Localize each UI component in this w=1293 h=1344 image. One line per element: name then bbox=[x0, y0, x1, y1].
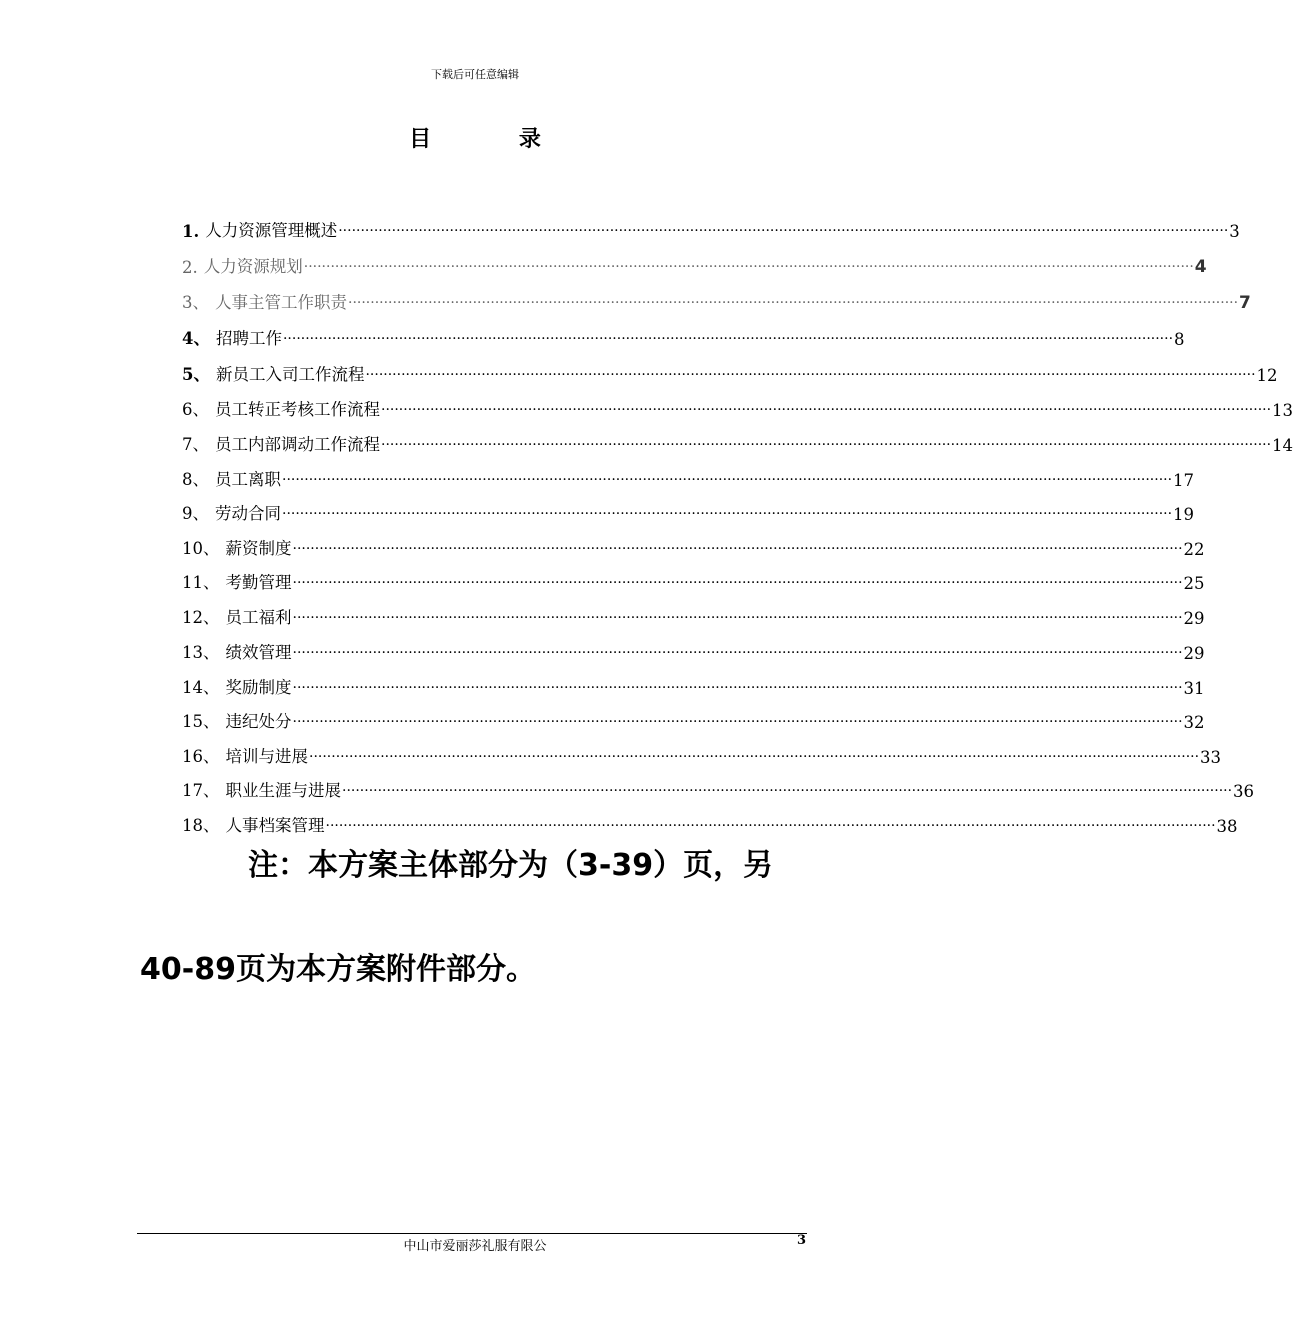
toc-page: 14 bbox=[1272, 436, 1293, 455]
toc-label: 人力资源规划 bbox=[203, 257, 303, 276]
toc-label: 员工内部调动工作流程 bbox=[215, 435, 380, 454]
toc-item[interactable] bbox=[182, 559, 1205, 593]
toc-label: 人力资源管理概述 bbox=[205, 221, 338, 240]
table-of-contents bbox=[182, 205, 1293, 836]
toc-number: 9、 bbox=[182, 504, 209, 523]
toc-page: 33 bbox=[1200, 748, 1222, 767]
toc-leader: ········································································································································································································ bbox=[309, 749, 1200, 765]
toc-number: 7、 bbox=[182, 435, 209, 454]
toc-label: 新员工入司工作流程 bbox=[215, 365, 365, 384]
note-line-1: 注：本方案主体部分为（3-39）页，另 bbox=[248, 848, 774, 883]
toc-item[interactable] bbox=[182, 524, 1205, 559]
toc-page: 17 bbox=[1173, 471, 1195, 490]
note-line-2: 40-89页为本方案附件部分。 bbox=[140, 952, 536, 987]
toc-label: 员工离职 bbox=[215, 470, 281, 489]
toc-item[interactable] bbox=[182, 698, 1205, 732]
toc-page: 36 bbox=[1233, 782, 1255, 801]
toc-label: 员工福利 bbox=[225, 608, 292, 627]
toc-item[interactable] bbox=[182, 241, 1207, 277]
toc-leader: ········································································································································································································ bbox=[381, 402, 1272, 418]
toc-label: 考勤管理 bbox=[225, 573, 292, 592]
toc-leader: ········································································································································································································ bbox=[303, 259, 1194, 275]
toc-leader: ········································································································································································································ bbox=[381, 437, 1272, 453]
toc-page: 4 bbox=[1194, 257, 1207, 277]
toc-label: 培训与进展 bbox=[225, 747, 308, 766]
toc-item[interactable] bbox=[182, 663, 1205, 698]
toc-item[interactable] bbox=[182, 455, 1195, 490]
toc-label: 人事主管工作职责 bbox=[215, 293, 347, 312]
toc-item[interactable] bbox=[182, 420, 1293, 455]
toc-leader: ········································································································································································································ bbox=[348, 295, 1239, 311]
toc-number: 4、 bbox=[182, 329, 210, 348]
toc-leader: ········································································································································································································ bbox=[292, 541, 1183, 557]
toc-number: 11、 bbox=[182, 573, 220, 592]
toc-item[interactable] bbox=[182, 732, 1222, 767]
toc-leader: ········································································································································································································ bbox=[292, 714, 1183, 730]
toc-number: 2. bbox=[182, 258, 198, 277]
toc-item[interactable] bbox=[182, 490, 1195, 524]
toc-item[interactable] bbox=[182, 385, 1293, 420]
toc-number: 14、 bbox=[182, 678, 220, 697]
toc-page: 31 bbox=[1183, 679, 1205, 698]
header-note: 下载后可任意编辑 bbox=[431, 68, 519, 81]
toc-item[interactable] bbox=[182, 277, 1251, 313]
page-title: 目 录 bbox=[409, 127, 581, 152]
toc-page: 22 bbox=[1183, 540, 1205, 559]
toc-page: 19 bbox=[1173, 505, 1195, 524]
toc-label: 招聘工作 bbox=[215, 329, 282, 348]
toc-item[interactable] bbox=[182, 205, 1240, 241]
toc-page: 12 bbox=[1256, 366, 1278, 385]
toc-number: 3、 bbox=[182, 293, 209, 312]
toc-item[interactable] bbox=[182, 628, 1205, 663]
toc-page: 13 bbox=[1272, 401, 1293, 420]
toc-number: 6、 bbox=[182, 400, 209, 419]
toc-page: 29 bbox=[1183, 609, 1205, 628]
toc-label: 奖励制度 bbox=[225, 678, 292, 697]
toc-leader: ········································································································································································································ bbox=[292, 645, 1183, 661]
toc-page: 8 bbox=[1174, 330, 1185, 349]
toc-item[interactable] bbox=[182, 767, 1255, 801]
toc-leader: ········································································································································································································ bbox=[292, 680, 1183, 696]
footer-company: 中山市爱丽莎礼服有限公 bbox=[403, 1239, 547, 1254]
toc-page: 38 bbox=[1216, 817, 1238, 836]
toc-label: 职业生涯与进展 bbox=[225, 781, 341, 800]
toc-number: 18、 bbox=[182, 816, 220, 835]
toc-label: 劳动合同 bbox=[215, 504, 281, 523]
toc-leader: ········································································································································································································ bbox=[282, 331, 1174, 347]
toc-label: 违纪处分 bbox=[225, 712, 292, 731]
toc-number: 16、 bbox=[182, 747, 220, 766]
toc-number: 17、 bbox=[182, 781, 220, 800]
toc-item[interactable] bbox=[182, 801, 1238, 836]
toc-item[interactable] bbox=[182, 313, 1185, 349]
toc-number: 13、 bbox=[182, 643, 220, 662]
toc-number: 12、 bbox=[182, 608, 220, 627]
toc-leader: ········································································································································································································ bbox=[365, 367, 1256, 383]
toc-page: 3 bbox=[1229, 222, 1240, 241]
toc-leader: ········································································································································································································ bbox=[325, 818, 1216, 834]
footer-divider bbox=[137, 1233, 807, 1234]
toc-page: 7 bbox=[1239, 293, 1251, 313]
toc-number: 15、 bbox=[182, 712, 220, 731]
toc-label: 绩效管理 bbox=[225, 643, 292, 662]
toc-leader: ········································································································································································································ bbox=[338, 223, 1229, 239]
toc-item[interactable] bbox=[182, 349, 1278, 385]
toc-number: 8、 bbox=[182, 470, 209, 489]
toc-label: 人事档案管理 bbox=[225, 816, 325, 835]
toc-leader: ········································································································································································································ bbox=[282, 506, 1173, 522]
toc-leader: ········································································································································································································ bbox=[292, 610, 1183, 626]
toc-label: 员工转正考核工作流程 bbox=[215, 400, 380, 419]
toc-label: 薪资制度 bbox=[225, 539, 292, 558]
toc-leader: ········································································································································································································ bbox=[282, 472, 1173, 488]
toc-number: 10、 bbox=[182, 539, 220, 558]
toc-number: 1. bbox=[182, 222, 200, 241]
toc-leader: ········································································································································································································ bbox=[342, 783, 1233, 799]
toc-item[interactable] bbox=[182, 593, 1205, 628]
toc-page: 25 bbox=[1183, 574, 1205, 593]
toc-number: 5、 bbox=[182, 365, 210, 384]
toc-leader: ········································································································································································································ bbox=[292, 575, 1183, 591]
footer-page-number: 3 bbox=[797, 1233, 807, 1248]
toc-page: 32 bbox=[1183, 713, 1205, 732]
toc-page: 29 bbox=[1183, 644, 1205, 663]
